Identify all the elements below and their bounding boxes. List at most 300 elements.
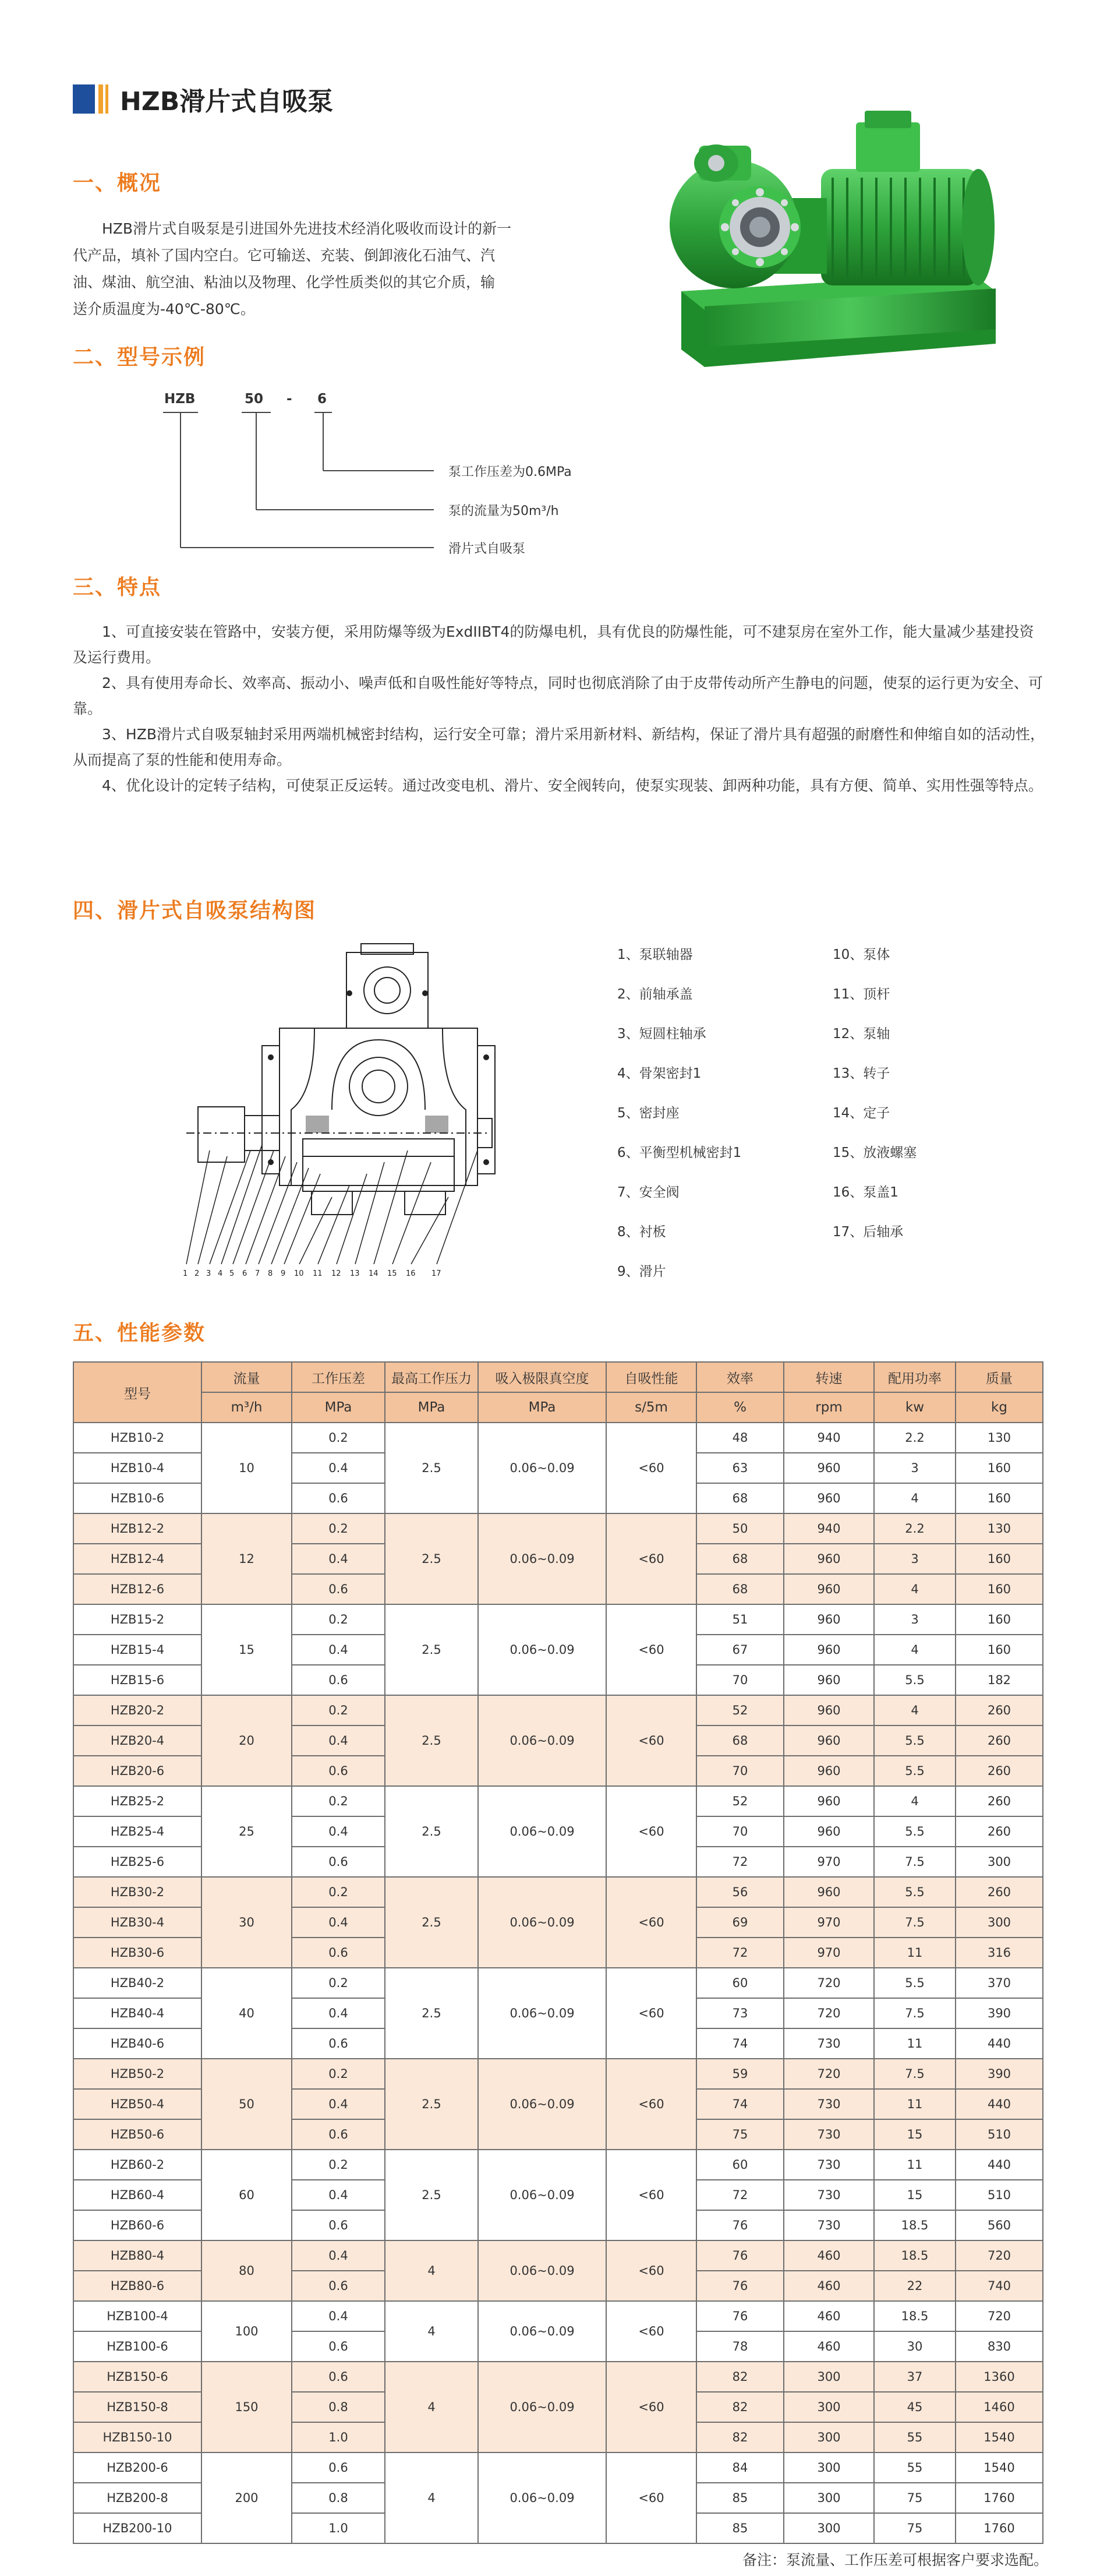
cell-speed: 730 (784, 2150, 874, 2180)
performance-table (73, 1361, 1043, 2544)
cell-flow: 12 (201, 1513, 292, 1604)
cell-mass: 1540 (956, 2422, 1043, 2453)
cell-power: 22 (874, 2271, 956, 2301)
part-item: 11、顶杆 (833, 987, 890, 1002)
cell-efficiency: 68 (696, 1544, 784, 1574)
cell-mass: 300 (956, 1907, 1043, 1938)
cell-efficiency: 68 (696, 1483, 784, 1513)
cell-self-priming: <60 (606, 2301, 696, 2362)
cell-dp: 0.4 (292, 1635, 385, 1665)
cell-mass: 560 (956, 2210, 1043, 2240)
cell-model: HZB60-2 (73, 2150, 201, 2180)
cell-dp: 0.4 (292, 2089, 385, 2119)
cell-dp: 0.2 (292, 1513, 385, 1544)
part-item: 6、平衡型机械密封1 (617, 1145, 742, 1160)
cell-power: 5.5 (874, 1725, 956, 1756)
cell-vacuum: 0.06~0.09 (478, 2240, 606, 2301)
header-self-priming: 自吸性能 (606, 1362, 696, 1392)
cell-vacuum: 0.06~0.09 (478, 1877, 606, 1968)
cell-efficiency: 74 (696, 2028, 784, 2059)
cell-efficiency: 82 (696, 2362, 784, 2392)
cell-flow: 40 (201, 1968, 292, 2059)
part-item: 12、泵轴 (833, 1026, 890, 1042)
cell-dp: 0.2 (292, 1877, 385, 1907)
cell-speed: 960 (784, 1756, 874, 1786)
diagram-num: 16 (406, 1269, 416, 1278)
cell-dp: 0.6 (292, 2271, 385, 2301)
cell-model: HZB40-4 (73, 1998, 201, 2028)
cell-efficiency: 72 (696, 1938, 784, 1968)
cell-flow: 25 (201, 1786, 292, 1877)
cell-power: 5.5 (874, 1816, 956, 1847)
cell-self-priming: <60 (606, 2150, 696, 2240)
cell-dp: 0.4 (292, 1544, 385, 1574)
diagram-num: 1 (183, 1269, 188, 1278)
cell-mass: 370 (956, 1968, 1043, 1998)
cell-mass: 440 (956, 2089, 1043, 2119)
overview-line: 油、煤油、航空油、粘油以及物理、化学性质类似的其它介质，输 (73, 274, 496, 291)
cell-mass: 510 (956, 2180, 1043, 2210)
cell-efficiency: 72 (696, 1847, 784, 1877)
cell-speed: 300 (784, 2453, 874, 2483)
cell-power: 5.5 (874, 1665, 956, 1695)
cell-power: 7.5 (874, 2059, 956, 2089)
overview-text (73, 216, 597, 323)
cell-mass: 1360 (956, 2362, 1043, 2392)
cell-power: 75 (874, 2513, 956, 2543)
cell-model: HZB100-4 (73, 2301, 201, 2331)
cell-self-priming: <60 (606, 2453, 696, 2543)
cell-self-priming: <60 (606, 2240, 696, 2301)
cell-efficiency: 59 (696, 2059, 784, 2089)
cell-efficiency: 76 (696, 2301, 784, 2331)
cell-model: HZB30-2 (73, 1877, 201, 1907)
cell-mass: 1540 (956, 2453, 1043, 2483)
cell-dp: 0.6 (292, 2210, 385, 2240)
cell-speed: 720 (784, 1998, 874, 2028)
cell-dp: 0.6 (292, 2028, 385, 2059)
cell-dp: 0.8 (292, 2483, 385, 2513)
cell-model: HZB30-6 (73, 1938, 201, 1968)
cell-maxp: 2.5 (385, 1968, 478, 2059)
unit-dp: MPa (292, 1392, 385, 1423)
diagram-num: 4 (218, 1269, 223, 1278)
cell-mass: 390 (956, 2059, 1043, 2089)
part-item: 3、短圆柱轴承 (617, 1026, 706, 1042)
cell-self-priming: <60 (606, 1513, 696, 1604)
overview-line: 代产品，填补了国内空白。它可输送、充装、倒卸液化石油气、汽 (73, 247, 496, 264)
cell-mass: 440 (956, 2150, 1043, 2180)
cell-dp: 0.2 (292, 1423, 385, 1453)
model-example-lines (157, 408, 460, 559)
cell-speed: 960 (784, 1483, 874, 1513)
cell-efficiency: 56 (696, 1877, 784, 1907)
cell-speed: 960 (784, 1725, 874, 1756)
cell-efficiency: 74 (696, 2089, 784, 2119)
cell-maxp: 2.5 (385, 1604, 478, 1695)
cell-model: HZB40-2 (73, 1968, 201, 1998)
cell-speed: 720 (784, 2059, 874, 2089)
cell-efficiency: 84 (696, 2453, 784, 2483)
cell-model: HZB80-6 (73, 2271, 201, 2301)
cell-mass: 740 (956, 2271, 1043, 2301)
cell-vacuum: 0.06~0.09 (478, 1513, 606, 1604)
cell-model: HZB200-8 (73, 2483, 201, 2513)
part-item: 4、骨架密封1 (617, 1066, 702, 1081)
cell-efficiency: 50 (696, 1513, 784, 1544)
cell-model: HZB20-2 (73, 1695, 201, 1725)
cell-dp: 0.6 (292, 1938, 385, 1968)
table-row (73, 1968, 1043, 1998)
header-dp: 工作压差 (292, 1362, 385, 1392)
cell-speed: 960 (784, 1665, 874, 1695)
cell-power: 5.5 (874, 1968, 956, 1998)
diagram-num: 14 (369, 1269, 378, 1278)
cell-speed: 960 (784, 1544, 874, 1574)
cell-power: 11 (874, 1938, 956, 1968)
cell-dp: 0.4 (292, 1725, 385, 1756)
cell-dp: 0.6 (292, 1574, 385, 1604)
cell-power: 18.5 (874, 2210, 956, 2240)
cell-self-priming: <60 (606, 1695, 696, 1786)
cell-model: HZB40-6 (73, 2028, 201, 2059)
unit-speed: rpm (784, 1392, 874, 1423)
cell-mass: 510 (956, 2119, 1043, 2150)
cell-dp: 0.6 (292, 2362, 385, 2392)
cell-mass: 130 (956, 1423, 1043, 1453)
cell-efficiency: 70 (696, 1756, 784, 1786)
cell-dp: 0.4 (292, 1453, 385, 1483)
table-row (73, 1423, 1043, 1453)
cell-power: 2.2 (874, 1513, 956, 1544)
cell-dp: 0.4 (292, 2301, 385, 2331)
cell-dp: 0.6 (292, 1483, 385, 1513)
cell-dp: 0.2 (292, 1968, 385, 1998)
cell-efficiency: 76 (696, 2210, 784, 2240)
table-row (73, 1513, 1043, 1544)
cell-speed: 300 (784, 2362, 874, 2392)
cell-speed: 970 (784, 1938, 874, 1968)
cell-maxp: 2.5 (385, 2150, 478, 2240)
cell-mass: 1760 (956, 2513, 1043, 2543)
cell-mass: 300 (956, 1847, 1043, 1877)
cell-vacuum: 0.06~0.09 (478, 1786, 606, 1877)
page-title-text: HZB滑片式自吸泵 (120, 87, 334, 117)
cell-speed: 460 (784, 2331, 874, 2362)
model-code-dash: - (286, 391, 292, 407)
cell-flow: 200 (201, 2453, 292, 2543)
cell-flow: 50 (201, 2059, 292, 2150)
cell-maxp: 2.5 (385, 1695, 478, 1786)
cell-power: 4 (874, 1695, 956, 1725)
cell-mass: 160 (956, 1635, 1043, 1665)
section-title-features: 三、特点 (73, 576, 162, 599)
cell-efficiency: 70 (696, 1665, 784, 1695)
cell-speed: 730 (784, 2180, 874, 2210)
cell-power: 18.5 (874, 2240, 956, 2271)
part-item: 16、泵盖1 (833, 1185, 898, 1200)
part-item: 5、密封座 (617, 1106, 680, 1121)
cell-flow: 150 (201, 2362, 292, 2453)
cell-power: 15 (874, 2119, 956, 2150)
cell-mass: 182 (956, 1665, 1043, 1695)
cell-mass: 260 (956, 1877, 1043, 1907)
cell-dp: 0.6 (292, 1847, 385, 1877)
diagram-num: 13 (350, 1269, 360, 1278)
part-item: 9、滑片 (617, 1264, 666, 1279)
cell-mass: 830 (956, 2331, 1043, 2362)
cell-maxp: 4 (385, 2240, 478, 2301)
cell-efficiency: 82 (696, 2392, 784, 2422)
cell-speed: 460 (784, 2301, 874, 2331)
part-item: 7、安全阀 (617, 1185, 680, 1200)
cell-efficiency: 60 (696, 2150, 784, 2180)
cell-speed: 300 (784, 2483, 874, 2513)
cell-power: 4 (874, 1574, 956, 1604)
table-row (73, 1604, 1043, 1635)
cell-dp: 0.2 (292, 1695, 385, 1725)
cell-model: HZB12-4 (73, 1544, 201, 1574)
cell-model: HZB100-6 (73, 2331, 201, 2362)
cell-model: HZB10-6 (73, 1483, 201, 1513)
cell-flow: 15 (201, 1604, 292, 1695)
overview-line: HZB滑片式自吸泵是引进国外先进技术经消化吸收而设计的新一 (102, 220, 512, 237)
cell-dp: 0.2 (292, 2150, 385, 2180)
cell-speed: 940 (784, 1423, 874, 1453)
cell-speed: 970 (784, 1907, 874, 1938)
page-title (73, 82, 333, 117)
cell-power: 15 (874, 2180, 956, 2210)
cell-speed: 730 (784, 2210, 874, 2240)
header-speed: 转速 (784, 1362, 874, 1392)
cell-speed: 720 (784, 1968, 874, 1998)
cell-efficiency: 48 (696, 1423, 784, 1453)
cell-maxp: 4 (385, 2301, 478, 2362)
table-header-row (73, 1362, 1043, 1392)
cell-power: 30 (874, 2331, 956, 2362)
cell-speed: 960 (784, 1877, 874, 1907)
cell-maxp: 2.5 (385, 1513, 478, 1604)
cell-model: HZB15-6 (73, 1665, 201, 1695)
table-row (73, 2301, 1043, 2331)
cell-efficiency: 69 (696, 1907, 784, 1938)
cell-mass: 260 (956, 1756, 1043, 1786)
part-item: 17、后轴承 (833, 1225, 904, 1240)
cell-dp: 0.2 (292, 1604, 385, 1635)
unit-efficiency: % (696, 1392, 784, 1423)
header-vacuum: 吸入极限真空度 (478, 1362, 606, 1392)
cell-vacuum: 0.06~0.09 (478, 1604, 606, 1695)
unit-power: kw (874, 1392, 956, 1423)
cell-model: HZB25-6 (73, 1847, 201, 1877)
cell-efficiency: 63 (696, 1453, 784, 1483)
cell-mass: 260 (956, 1786, 1043, 1816)
cell-speed: 300 (784, 2392, 874, 2422)
model-desc-flow: 泵的流量为50m³/h (448, 504, 559, 518)
cell-dp: 0.4 (292, 1907, 385, 1938)
cell-self-priming: <60 (606, 2362, 696, 2453)
cell-power: 4 (874, 1483, 956, 1513)
cell-speed: 730 (784, 2119, 874, 2150)
cell-maxp: 4 (385, 2362, 478, 2453)
feature-item: 4、优化设计的定转子结构，可使泵正反运转。通过改变电机、滑片、安全阀转向，使泵实现装、卸两种功能，具有方便、简单、实用性强等特点。 (102, 777, 1043, 794)
pump-photo (646, 99, 1019, 379)
cell-self-priming: <60 (606, 1877, 696, 1968)
section-title-performance: 五、性能参数 (73, 1321, 206, 1345)
cell-dp: 0.6 (292, 2119, 385, 2150)
cell-mass: 1460 (956, 2392, 1043, 2422)
cell-model: HZB200-10 (73, 2513, 201, 2543)
cell-model: HZB20-6 (73, 1756, 201, 1786)
cell-power: 3 (874, 1544, 956, 1574)
diagram-num: 12 (331, 1269, 341, 1278)
cell-efficiency: 76 (696, 2240, 784, 2271)
cell-speed: 960 (784, 1816, 874, 1847)
cell-efficiency: 75 (696, 2119, 784, 2150)
cell-model: HZB20-4 (73, 1725, 201, 1756)
cell-mass: 260 (956, 1695, 1043, 1725)
cell-model: HZB15-4 (73, 1635, 201, 1665)
cell-mass: 260 (956, 1816, 1043, 1847)
cell-maxp: 2.5 (385, 2059, 478, 2150)
table-note: 备注：泵流量、工作压差可根据客户要求选配。 (742, 2552, 1048, 2568)
cell-speed: 460 (784, 2271, 874, 2301)
cell-self-priming: <60 (606, 1604, 696, 1695)
header-mass: 质量 (956, 1362, 1043, 1392)
cell-power: 4 (874, 1635, 956, 1665)
diagram-num: 7 (255, 1269, 260, 1278)
table-row (73, 2150, 1043, 2180)
cell-speed: 960 (784, 1574, 874, 1604)
section-title-structure: 四、滑片式自吸泵结构图 (73, 899, 317, 923)
cell-model: HZB150-6 (73, 2362, 201, 2392)
cell-power: 55 (874, 2453, 956, 2483)
cell-speed: 300 (784, 2513, 874, 2543)
cell-dp: 0.6 (292, 1756, 385, 1786)
cell-power: 7.5 (874, 1907, 956, 1938)
cell-efficiency: 85 (696, 2513, 784, 2543)
cell-flow: 60 (201, 2150, 292, 2240)
cell-flow: 10 (201, 1423, 292, 1513)
table-units-row (73, 1392, 1043, 1423)
cell-mass: 160 (956, 1604, 1043, 1635)
cell-dp: 0.6 (292, 2453, 385, 2483)
cell-model: HZB25-2 (73, 1786, 201, 1816)
diagram-num: 9 (281, 1269, 286, 1278)
part-item: 8、衬板 (617, 1225, 666, 1240)
cell-model: HZB30-4 (73, 1907, 201, 1938)
unit-maxp: MPa (385, 1392, 478, 1423)
table-row (73, 2240, 1043, 2271)
cell-dp: 0.2 (292, 1786, 385, 1816)
cell-power: 2.2 (874, 1423, 956, 1453)
cell-efficiency: 60 (696, 1968, 784, 1998)
model-desc-series: 滑片式自吸泵 (448, 542, 526, 556)
cell-mass: 130 (956, 1513, 1043, 1544)
cell-efficiency: 73 (696, 1998, 784, 2028)
model-code-series: HZB (164, 391, 196, 407)
structure-diagram (175, 941, 501, 1290)
cell-maxp: 4 (385, 2453, 478, 2543)
cell-speed: 960 (784, 1635, 874, 1665)
part-item: 13、转子 (833, 1066, 890, 1081)
feature-item: 3、HZB滑片式自吸泵轴封采用两端机械密封结构，运行安全可靠；滑片采用新材料、新结构，保证了滑片具有超强的耐磨性和伸缩自如的活动性，从而提高了泵的性能和使用寿命。 (73, 726, 1045, 768)
cell-model: HZB15-2 (73, 1604, 201, 1635)
cell-efficiency: 72 (696, 2180, 784, 2210)
model-desc-pressure: 泵工作压差为0.6MPa (448, 465, 572, 479)
cell-vacuum: 0.06~0.09 (478, 2362, 606, 2453)
diagram-num: 2 (194, 1269, 200, 1278)
cell-efficiency: 52 (696, 1695, 784, 1725)
table-row (73, 2362, 1043, 2392)
table-row (73, 1877, 1043, 1907)
header-power: 配用功率 (874, 1362, 956, 1392)
diagram-num: 3 (206, 1269, 211, 1278)
diagram-num: 10 (294, 1269, 304, 1278)
cell-power: 11 (874, 2089, 956, 2119)
cell-power: 3 (874, 1604, 956, 1635)
cell-power: 11 (874, 2150, 956, 2180)
cell-power: 75 (874, 2483, 956, 2513)
cell-mass: 160 (956, 1544, 1043, 1574)
part-item: 10、泵体 (833, 947, 890, 962)
cell-efficiency: 85 (696, 2483, 784, 2513)
cell-model: HZB50-2 (73, 2059, 201, 2089)
unit-vacuum: MPa (478, 1392, 606, 1423)
cell-vacuum: 0.06~0.09 (478, 2059, 606, 2150)
diagram-num: 5 (229, 1269, 235, 1278)
cell-efficiency: 52 (696, 1786, 784, 1816)
feature-item: 2、具有使用寿命长、效率高、振动小、噪声低和自吸性能好等特点，同时也彻底消除了由于皮带传动所产生静电的问题，使泵的运行更为安全、可靠。 (73, 675, 1043, 717)
title-bar-icon (98, 84, 103, 114)
cell-efficiency: 78 (696, 2331, 784, 2362)
cell-model: HZB10-2 (73, 1423, 201, 1453)
cell-mass: 720 (956, 2301, 1043, 2331)
cell-flow: 20 (201, 1695, 292, 1786)
title-bar-icon (105, 84, 108, 114)
cell-speed: 300 (784, 2422, 874, 2453)
part-item: 2、前轴承盖 (617, 987, 693, 1002)
cell-vacuum: 0.06~0.09 (478, 1695, 606, 1786)
cell-power: 5.5 (874, 1877, 956, 1907)
cell-model: HZB12-2 (73, 1513, 201, 1544)
cell-model: HZB60-4 (73, 2180, 201, 2210)
cell-model: HZB50-6 (73, 2119, 201, 2150)
header-maxp: 最高工作压力 (385, 1362, 478, 1392)
cell-dp: 0.4 (292, 2240, 385, 2271)
table-row (73, 2453, 1043, 2483)
cell-efficiency: 51 (696, 1604, 784, 1635)
header-efficiency: 效率 (696, 1362, 784, 1392)
cell-dp: 1.0 (292, 2422, 385, 2453)
performance-table-body (73, 1423, 1043, 2543)
cell-efficiency: 76 (696, 2271, 784, 2301)
cell-dp: 0.6 (292, 2331, 385, 2362)
cell-dp: 0.2 (292, 2059, 385, 2089)
cell-model: HZB150-10 (73, 2422, 201, 2453)
cell-speed: 960 (784, 1695, 874, 1725)
cell-dp: 0.4 (292, 2180, 385, 2210)
header-flow: 流量 (201, 1362, 292, 1392)
diagram-num: 15 (387, 1269, 397, 1278)
cell-dp: 0.8 (292, 2392, 385, 2422)
section-title-overview: 一、概况 (73, 171, 162, 195)
cell-power: 7.5 (874, 1998, 956, 2028)
cell-vacuum: 0.06~0.09 (478, 2150, 606, 2240)
unit-self-priming: s/5m (606, 1392, 696, 1423)
cell-power: 37 (874, 2362, 956, 2392)
cell-speed: 970 (784, 1847, 874, 1877)
